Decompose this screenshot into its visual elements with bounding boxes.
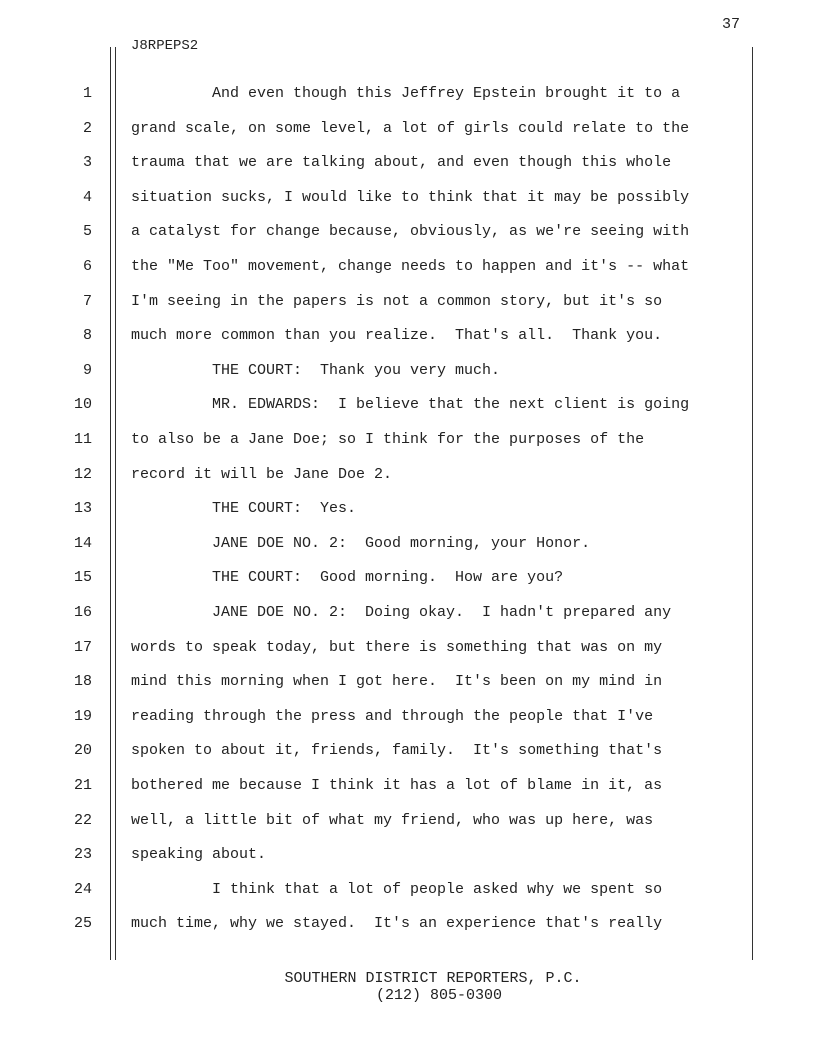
transcript-line [0,528,816,562]
line-text: THE COURT: Thank you very much. [131,361,501,379]
line-number: 11 [73,431,92,448]
line-text: JANE DOE NO. 2: Doing okay. I hadn't prepared any [131,604,672,621]
transcript-line [0,562,816,596]
transcript-line [0,147,816,181]
line-text: the "Me Too" movement, change needs to happen and it's -- what [131,258,690,275]
transcript-line [0,666,816,700]
line-number: 6 [82,258,92,275]
transcript-line [0,424,816,458]
transcript-line [0,493,816,527]
transcript-line [0,355,816,389]
line-text: trauma that we are talking about, and even though this whole [131,154,672,172]
line-number: 16 [73,604,92,621]
page-number: 37 [721,16,740,33]
line-number: 12 [73,465,92,483]
line-text: much time, why we stayed. It's an experience that's really [131,915,663,933]
transcript-line [0,389,816,423]
case-id: J8RPEPS2 [131,38,199,54]
line-number: 4 [82,188,92,206]
line-number: 21 [73,777,92,794]
line-number: 20 [73,742,92,760]
line-number: 9 [82,361,92,379]
line-text: mind this morning when I got here. It's been on my mind in [131,673,663,691]
line-text: situation sucks, I would like to think that it may be possibly [131,188,690,206]
transcript-line [0,735,816,769]
line-text: bothered me because I think it has a lot of blame in it, as [131,777,663,794]
line-number: 10 [73,396,92,414]
transcript-line [0,78,816,112]
line-text: THE COURT: Yes. [131,500,357,518]
line-number: 1 [82,85,92,102]
line-text: grand scale, on some level, a lot of girls could relate to the [131,119,690,137]
transcript-line [0,320,816,354]
line-text: much more common than you realize. That's all. Thank you. [131,327,663,345]
transcript-line [0,770,816,804]
transcript-line [0,251,816,285]
line-text: words to speak today, but there is something that was on my [131,638,663,656]
transcript-line [0,805,816,839]
line-text: record it will be Jane Doe 2. [131,465,393,483]
line-text: MR. EDWARDS: I believe that the next client is going [131,396,690,414]
line-text: a catalyst for change because, obviously, as we're seeing with [131,223,690,241]
line-text: I'm seeing in the papers is not a common story, but it's so [131,292,663,310]
line-text: well, a little bit of what my friend, who was up here, was [131,811,654,829]
line-number: 8 [82,327,92,345]
footer-reporter-name: SOUTHERN DISTRICT REPORTERS, P.C. [284,970,582,987]
line-number: 19 [73,707,92,725]
line-number: 3 [82,154,92,172]
line-number: 7 [82,292,92,310]
line-number: 2 [82,119,92,137]
line-number: 24 [73,880,92,898]
line-text: to also be a Jane Doe; so I think for the purposes of the [131,431,645,448]
line-number: 5 [82,223,92,241]
line-text: I think that a lot of people asked why we spent so [131,880,663,898]
transcript-line [0,632,816,666]
line-number: 14 [73,534,92,552]
line-number: 25 [73,915,92,933]
line-number: 13 [73,500,92,518]
line-number: 15 [73,569,92,587]
transcript-line [0,286,816,320]
line-number: 22 [73,811,92,829]
transcript-line [0,839,816,873]
transcript-line [0,182,816,216]
line-number: 17 [73,638,92,656]
transcript-line [0,874,816,908]
transcript-line [0,908,816,942]
transcript-line [0,216,816,250]
line-text: spoken to about it, friends, family. It's something that's [131,742,663,760]
transcript-line [0,701,816,735]
transcript-line [0,597,816,631]
footer-phone: (212) 805-0300 [375,987,503,1004]
line-number: 18 [73,673,92,691]
line-number: 23 [73,846,92,864]
transcript-line [0,459,816,493]
transcript-line [0,113,816,147]
line-text: And even though this Jeffrey Epstein brought it to a [131,85,681,102]
line-text: reading through the press and through the people that I've [131,707,654,725]
line-text: JANE DOE NO. 2: Good morning, your Honor. [131,534,591,552]
line-text: THE COURT: Good morning. How are you? [131,569,564,587]
line-text: speaking about. [131,846,267,864]
